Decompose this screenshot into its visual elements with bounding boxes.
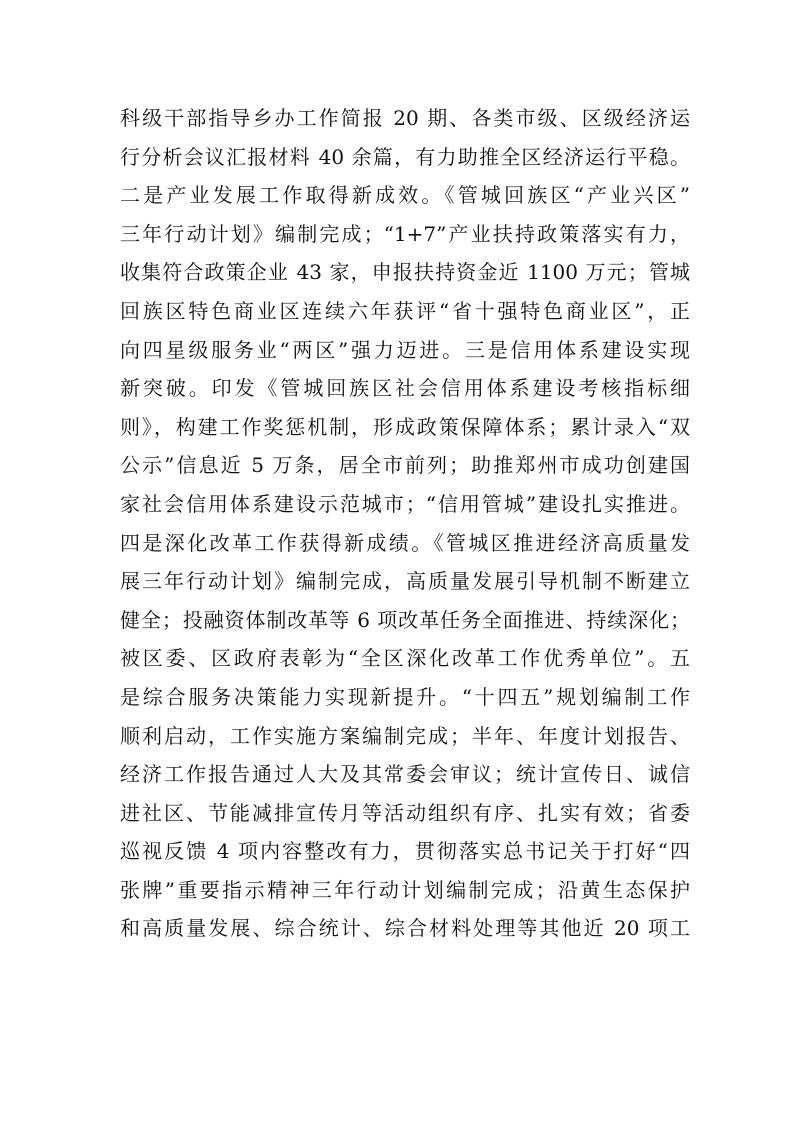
text-line: 行分析会议汇报材料 40 余篇，有力助推全区经济运行平稳。 — [120, 144, 690, 169]
body-text — [120, 99, 690, 948]
text-line: 则》，构建工作奖惩机制，形成政策保障体系；累计录入“双 — [120, 414, 690, 439]
text-line: 二是产业发展工作取得新成效。《管城回族区“产业兴区” — [120, 183, 690, 208]
text-line: 科级干部指导乡办工作简报 20 期、各类市级、区级经济运 — [120, 106, 690, 130]
text-line: 进社区、节能减排宣传月等活动组织有序、扎实有效；省委 — [120, 800, 690, 825]
text-line: 经济工作报告通过人大及其常委会审议；统计宣传日、诚信 — [120, 762, 690, 787]
text-line: 向四星级服务业“两区”强力迈进。三是信用体系建设实现 — [120, 337, 690, 362]
text-line: 收集符合政策企业 43 家，申报扶持资金近 1100 万元；管城 — [120, 260, 690, 285]
text-line: 三年行动计划》编制完成；“1+7”产业扶持政策落实有力， — [120, 221, 690, 246]
text-line: 张牌”重要指示精神三年行动计划编制完成；沿黄生态保护 — [120, 877, 690, 902]
text-line: 巡视反馈 4 项内容整改有力，贯彻落实总书记关于打好“四 — [120, 839, 690, 864]
text-line: 健全；投融资体制改革等 6 项改革任务全面推进、持续深化； — [120, 607, 690, 632]
text-line: 顺利启动，工作实施方案编制完成；半年、年度计划报告、 — [120, 723, 690, 748]
text-line: 四是深化改革工作获得新成绩。《管城区推进经济高质量发 — [120, 530, 690, 555]
text-line: 家社会信用体系建设示范城市；“信用管城”建设扎实推进。 — [120, 491, 690, 516]
text-line: 公示”信息近 5 万条，居全市前列；助推郑州市成功创建国 — [120, 453, 690, 478]
text-line: 回族区特色商业区连续六年获评“省十强特色商业区”，正 — [120, 298, 690, 323]
text-line: 和高质量发展、综合统计、综合材料处理等其他近 20 项工 — [120, 916, 690, 941]
text-line: 是综合服务决策能力实现新提升。“十四五”规划编制工作 — [120, 684, 690, 709]
text-line: 展三年行动计划》编制完成，高质量发展引导机制不断建立 — [120, 569, 690, 594]
text-line: 被区委、区政府表彰为“全区深化改革工作优秀单位”。五 — [120, 646, 690, 671]
text-line: 新突破。印发《管城回族区社会信用体系建设考核指标细 — [120, 376, 690, 401]
